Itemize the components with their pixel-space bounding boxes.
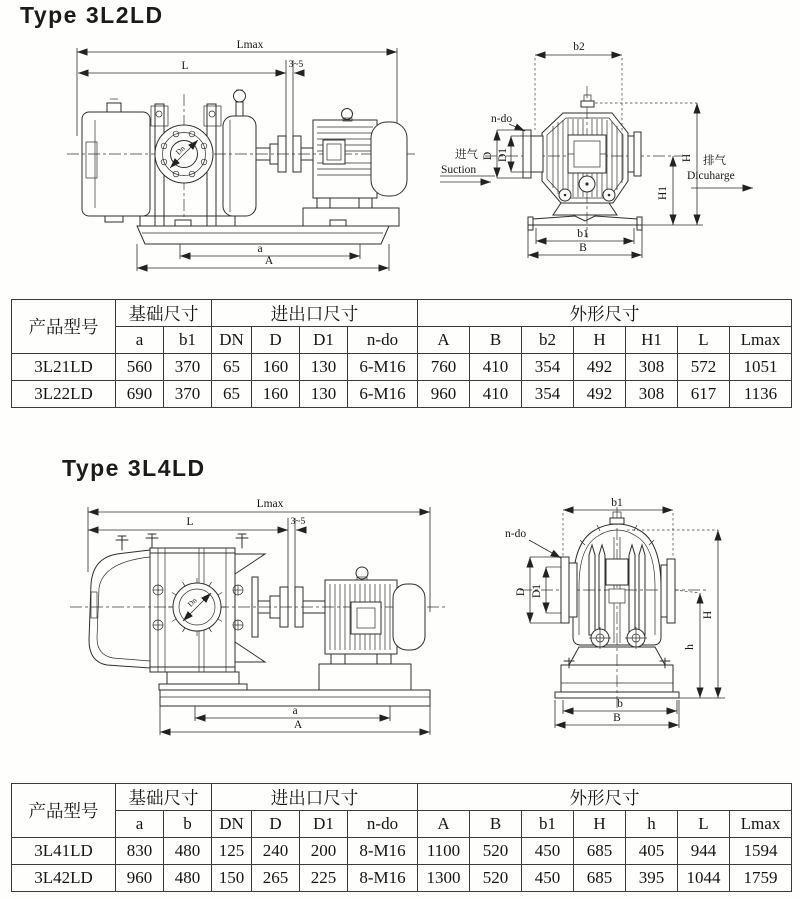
subheader: A <box>418 327 470 354</box>
table-subheader-row <box>12 811 792 838</box>
baseplate <box>159 664 430 706</box>
table-cell: 685 <box>574 865 626 892</box>
header-base-dims: 基础尺寸 <box>116 300 212 327</box>
dim-label-lmax: Lmax <box>236 39 264 51</box>
dim-label-b2: b2 <box>573 41 585 53</box>
subheader: B <box>470 327 522 354</box>
drawing-3l2ld-side-view <box>55 36 425 276</box>
table-cell: 3L22LD <box>12 381 116 408</box>
dim-label-gap: 3~5 <box>288 60 304 70</box>
table-cell: 3L21LD <box>12 354 116 381</box>
subheader: DN <box>212 327 252 354</box>
dim-label-h: h <box>684 644 696 650</box>
dim-label-H1: H1 <box>657 185 669 201</box>
discharge-label-cn: 排气 <box>703 155 726 167</box>
spec-table-3l2ld <box>11 299 792 408</box>
table-cell: 520 <box>470 838 522 865</box>
subheader: b1 <box>164 327 212 354</box>
table-cell: 960 <box>116 865 164 892</box>
drive-side-brackets <box>235 554 265 662</box>
motor-body <box>325 567 425 664</box>
dim-label-A: A <box>264 255 274 267</box>
table-cell: 354 <box>522 354 574 381</box>
subheader: L <box>678 811 730 838</box>
discharge-port <box>661 559 675 623</box>
header-port-dims: 进出口尺寸 <box>212 300 418 327</box>
subheader: Lmax <box>730 811 792 838</box>
section-title-3l4ld: Type 3L4LD <box>62 455 206 481</box>
table-cell: 405 <box>626 838 678 865</box>
table-cell: 492 <box>574 354 626 381</box>
subheader: n-do <box>348 327 418 354</box>
table-subheader-row <box>12 327 792 354</box>
dim-label-B: B <box>579 242 587 254</box>
table-cell: 354 <box>522 381 574 408</box>
table-cell: 480 <box>164 865 212 892</box>
section-title-3l2ld: Type 3L2LD <box>20 2 164 28</box>
subheader: B <box>470 811 522 838</box>
header-model: 产品型号 <box>12 300 116 354</box>
table-cell: 65 <box>212 354 252 381</box>
table-cell: 150 <box>212 865 252 892</box>
table-cell: 370 <box>164 354 212 381</box>
table-cell: 1100 <box>418 838 470 865</box>
dim-label-b: b <box>617 698 623 710</box>
table-cell: 8-M16 <box>348 865 418 892</box>
table-cell: 480 <box>164 838 212 865</box>
dim-label-gap: 3~5 <box>290 517 306 527</box>
table-cell: 6-M16 <box>348 354 418 381</box>
subheader: L <box>678 327 730 354</box>
dim-label-l: L <box>181 60 189 72</box>
header-overall-dims: 外形尺寸 <box>418 300 792 327</box>
dim-label-H: H <box>702 610 714 620</box>
dim-label-D1: D1 <box>497 147 509 163</box>
subheader: b2 <box>522 327 574 354</box>
table-cell: 308 <box>626 354 678 381</box>
dim-label-D1: D1 <box>531 583 543 599</box>
dim-label-lmax: Lmax <box>256 498 284 510</box>
table-cell: 492 <box>574 381 626 408</box>
dim-label-b1: b1 <box>577 228 589 240</box>
table-cell: 830 <box>116 838 164 865</box>
dim-label-H: H <box>681 153 693 163</box>
table-cell: 617 <box>678 381 730 408</box>
subheader: b <box>164 811 212 838</box>
table-row <box>12 354 792 381</box>
discharge-port <box>628 132 641 176</box>
table-cell: 308 <box>626 381 678 408</box>
dimension-ndo <box>491 113 525 131</box>
table-cell: 1136 <box>730 381 792 408</box>
dim-label-A: A <box>293 719 303 731</box>
table-cell: 944 <box>678 838 730 865</box>
table-cell: 160 <box>252 381 300 408</box>
subheader: a <box>116 327 164 354</box>
subheader: Lmax <box>730 327 792 354</box>
dimension-A <box>137 244 389 271</box>
table-cell: 8-M16 <box>348 838 418 865</box>
table-cell: 690 <box>116 381 164 408</box>
table-cell: 760 <box>418 354 470 381</box>
subheader: b1 <box>522 811 574 838</box>
table-cell: 130 <box>300 354 348 381</box>
table-cell: 225 <box>300 865 348 892</box>
table-cell: 200 <box>300 838 348 865</box>
blower-gear-housing <box>82 99 150 222</box>
bearing-covers <box>589 627 647 649</box>
table-cell: 1051 <box>730 354 792 381</box>
dim-label-a: a <box>257 243 263 255</box>
suction-nozzle <box>561 557 577 623</box>
dim-label-ndo: n-do <box>505 528 527 540</box>
subheader: D1 <box>300 811 348 838</box>
table-cell: 450 <box>522 865 574 892</box>
header-port-dims: 进出口尺寸 <box>212 784 418 811</box>
table-cell: 960 <box>418 381 470 408</box>
dim-label-D: D <box>515 587 527 597</box>
dimension-l <box>78 60 286 73</box>
table-cell: 265 <box>252 865 300 892</box>
table-cell: 6-M16 <box>348 381 418 408</box>
table-cell: 572 <box>678 354 730 381</box>
table-cell: 410 <box>470 354 522 381</box>
table-cell: 410 <box>470 381 522 408</box>
table-cell: 685 <box>574 838 626 865</box>
table-row <box>12 381 792 408</box>
drawing-3l2ld-end-view <box>435 38 785 288</box>
table-cell: 3L41LD <box>12 838 116 865</box>
spec-table-3l4ld <box>11 783 792 892</box>
subheader: H <box>574 811 626 838</box>
dimension-l <box>88 516 288 530</box>
table-cell: 1300 <box>418 865 470 892</box>
header-overall-dims: 外形尺寸 <box>418 784 792 811</box>
table-cell: 3L42LD <box>12 865 116 892</box>
dim-label-b1: b1 <box>611 497 623 509</box>
suction-label-cn: 进气 <box>455 149 478 161</box>
blower-hood <box>89 550 150 668</box>
suction-flange-circle <box>168 578 226 636</box>
subheader: a <box>116 811 164 838</box>
drawing-3l4ld-end-view <box>465 497 795 782</box>
subheader: h <box>626 811 678 838</box>
dimension-lmax <box>77 39 397 156</box>
suction-nozzle <box>523 130 543 178</box>
table-cell: 370 <box>164 381 212 408</box>
top-plug <box>610 518 624 524</box>
header-model: 产品型号 <box>12 784 116 838</box>
blower-end-body <box>542 95 628 203</box>
subheader: D <box>252 811 300 838</box>
dimension-H <box>627 530 725 698</box>
dimension-b2 <box>535 41 622 133</box>
table-cell: 65 <box>212 381 252 408</box>
table-cell: 240 <box>252 838 300 865</box>
table-cell: 395 <box>626 865 678 892</box>
dim-label-ndo: n-do <box>491 113 513 125</box>
subheader: n-do <box>348 811 418 838</box>
dim-label-l: L <box>186 516 194 528</box>
dim-label-dn: Dn <box>185 595 199 609</box>
pedestal-and-base <box>528 203 642 230</box>
subheader: D <box>252 327 300 354</box>
table-cell: 1759 <box>730 865 792 892</box>
dim-label-a: a <box>292 705 298 717</box>
table-cell: 450 <box>522 838 574 865</box>
dim-label-D: D <box>482 151 494 161</box>
table-cell: 130 <box>300 381 348 408</box>
dimension-h <box>675 590 700 698</box>
table-cell: 160 <box>252 354 300 381</box>
header-base-dims: 基础尺寸 <box>116 784 212 811</box>
table-cell: 560 <box>116 354 164 381</box>
baseplate <box>137 208 399 244</box>
dim-label-B: B <box>613 712 621 724</box>
dim-label-dn: Dn <box>173 143 187 157</box>
motor-body <box>313 109 407 209</box>
discharge-label-en: Dicuharge <box>687 170 735 182</box>
table-row <box>12 865 792 892</box>
table-cell: 1044 <box>678 865 730 892</box>
suction-flange-circle <box>155 125 213 183</box>
subheader: A <box>418 811 470 838</box>
silencer-vessel <box>223 90 256 216</box>
top-plug <box>581 101 594 107</box>
subheader: H <box>574 327 626 354</box>
table-header-row <box>12 300 792 327</box>
subheader: DN <box>212 811 252 838</box>
subheader: D1 <box>300 327 348 354</box>
subheader: H1 <box>626 327 678 354</box>
drawing-3l4ld-side-view <box>55 492 455 782</box>
dimension-lmax <box>88 498 430 612</box>
dimension-ndo <box>505 528 561 558</box>
table-row <box>12 838 792 865</box>
table-cell: 520 <box>470 865 522 892</box>
dimension-H1 <box>657 156 673 225</box>
table-cell: 1594 <box>730 838 792 865</box>
suction-label-en: Suction <box>441 164 477 176</box>
dimension-a <box>195 705 390 721</box>
table-header-row <box>12 784 792 811</box>
table-cell: 125 <box>212 838 252 865</box>
dimension-coupling-gap <box>286 60 304 148</box>
